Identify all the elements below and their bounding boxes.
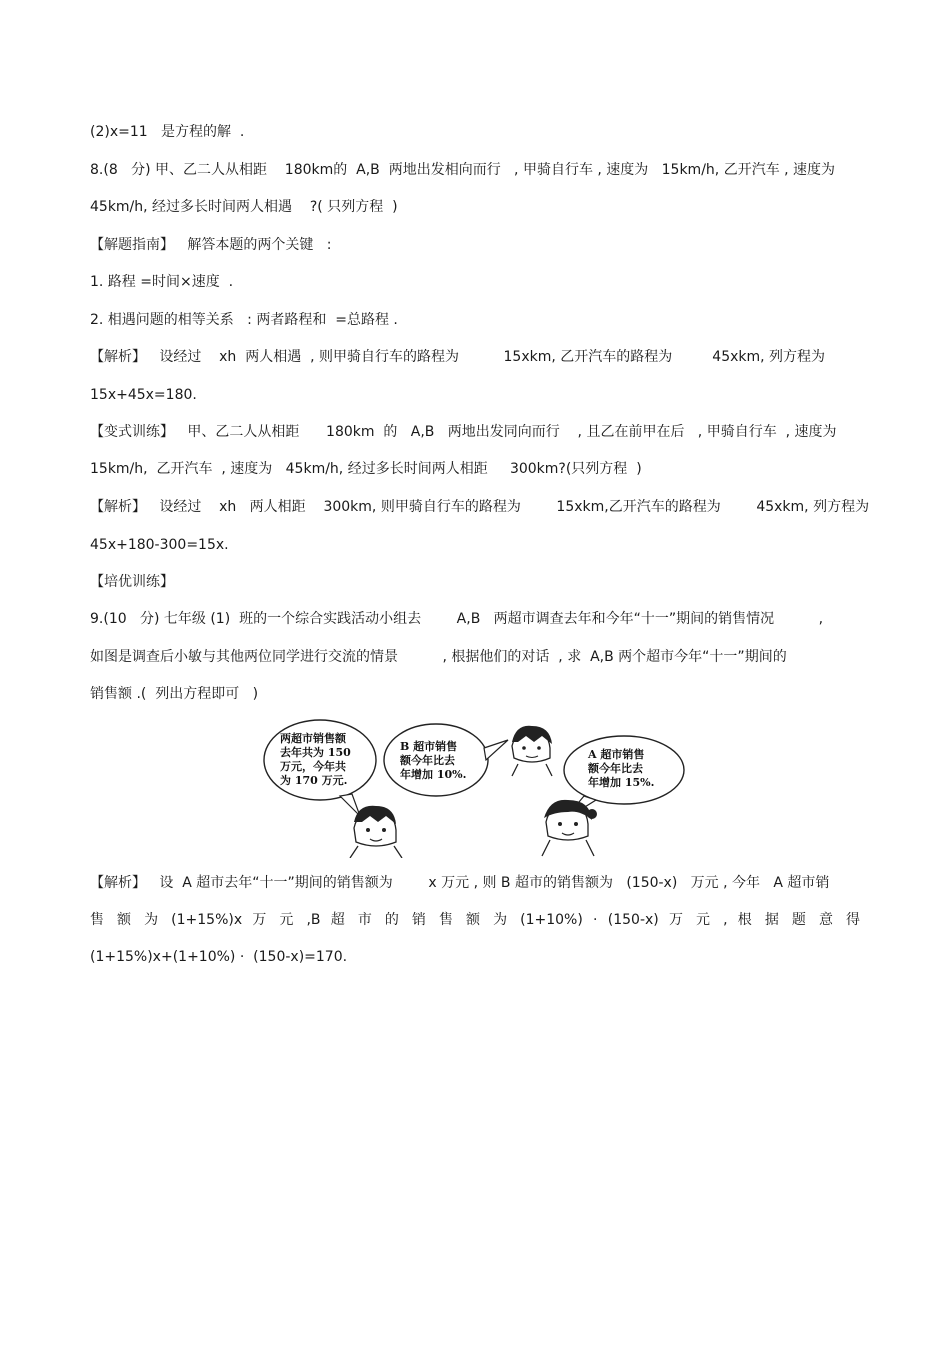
variant-solution-line-1: 【解析】 设经过 xh 两人相距 300km, 则甲骑自行车的路程为 15xkm,乙开汽车的路程为 45xkm, 列方程为 bbox=[90, 499, 870, 515]
problem-9-line-1: 9.(10 分) 七年级 (1) 班的一个综合实践活动小组去 A,B 两超市调查去年和今年“十一”期间的销售情况 , bbox=[90, 611, 824, 627]
girl-figure bbox=[542, 800, 597, 856]
bubble-2-line: 年增加 10%. bbox=[400, 768, 467, 781]
variant-solution-line-2: 45x+180-300=15x. bbox=[90, 537, 229, 553]
bubble-1-line: 去年共为 150 bbox=[280, 746, 351, 759]
hint-item-2: 2. 相遇问题的相等关系 : 两者路程和 =总路程 . bbox=[90, 312, 398, 328]
bubble-3-line: 额今年比去 bbox=[588, 762, 643, 775]
bubble-3-line: 年增加 15%. bbox=[588, 776, 655, 789]
text-line: (2)x=11 是方程的解 . bbox=[90, 124, 245, 140]
variant-line-2: 15km/h, 乙开汽车 , 速度为 45km/h, 经过多长时间两人相距 300km?(只列方程 ) bbox=[90, 461, 642, 477]
variant-line-1: 【变式训练】 甲、乙二人从相距 180km 的 A,B 两地出发同向而行 , 且乙在前甲在后 , 甲骑自行车 , 速度为 bbox=[90, 424, 837, 440]
bubble-3-line: A 超市销售 bbox=[588, 748, 645, 761]
bubble-2-line: 额今年比去 bbox=[400, 754, 455, 767]
problem-9-solution-line-1: 【解析】 设 A 超市去年“十一”期间的销售额为 x 万元 , 则 B 超市的销售额为 (150-x) 万元 , 今年 A 超市销 bbox=[90, 875, 830, 891]
solution-line-2: 15x+45x=180. bbox=[90, 387, 197, 403]
boy-figure-1 bbox=[350, 806, 402, 858]
problem-9-line-3: 销售额 .( 列出方程即可 ) bbox=[90, 686, 259, 702]
dialogue-illustration bbox=[262, 718, 690, 858]
bubble-1-line: 为 170 万元. bbox=[280, 774, 348, 787]
bubble-1-line: 万元，今年共 bbox=[280, 760, 346, 773]
problem-9-solution-line-2: 售 额 为 (1+15%)x 万 元 ,B 超 市 的 销 售 额 为 (1+10%) · (150-x) 万 元 , 根 据 题 意 得 bbox=[90, 912, 860, 928]
bubble-1-line: 两超市销售额 bbox=[280, 732, 346, 745]
hint-item-1: 1. 路程 =时间×速度 . bbox=[90, 274, 234, 290]
dialogue-svg bbox=[262, 718, 690, 858]
problem-9-line-2: 如图是调查后小敏与其他两位同学进行交流的情景 , 根据他们的对话 , 求 A,B 两个超市今年“十一”期间的 bbox=[90, 649, 787, 665]
boy-figure-2 bbox=[512, 726, 552, 776]
problem-9-solution-line-3: (1+15%)x+(1+10%) · (150-x)=170. bbox=[90, 949, 348, 965]
problem-8-line-2: 45km/h, 经过多长时间两人相遇 ?( 只列方程 ) bbox=[90, 199, 398, 215]
solution-line-1: 【解析】 设经过 xh 两人相遇 , 则甲骑自行车的路程为 15xkm, 乙开汽车的路程为 45xkm, 列方程为 bbox=[90, 349, 826, 365]
bubble-2-line: B 超市销售 bbox=[400, 740, 458, 753]
problem-8-line-1: 8.(8 分) 甲、乙二人从相距 180km的 A,B 两地出发相向而行 , 甲骑自行车 , 速度为 15km/h, 乙开汽车 , 速度为 bbox=[90, 162, 836, 178]
advanced-heading: 【培优训练】 bbox=[90, 574, 174, 590]
hint-heading: 【解题指南】 解答本题的两个关键 : bbox=[90, 237, 332, 253]
